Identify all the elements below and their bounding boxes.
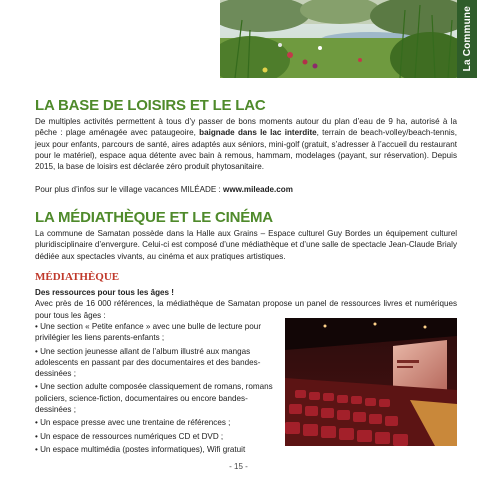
list-item: • Un espace de ressources numériques CD et DVD ; — [35, 431, 224, 441]
list-item: • Une section adulte composée classiquement de romans, romans policiers, science-fiction, documentaires ou encore bandes-dessinées ; — [35, 382, 273, 415]
section-title-lake: LA BASE DE LOISIRS ET LE LAC — [35, 97, 266, 114]
page-number: - 15 - — [229, 462, 248, 471]
lake-paragraph: De multiples activités permettent à tous d’y passer de bons moments autour du plan d’eau de 9 ha, autorisé à la pêche : plage aménagée avec pataugeoire, baignade dans le lac interdite, terrain de beach-volley/beach-tennis, jeux pour enfants, parcours de santé, aires adaptés aux séniors, mini-golf (gratuit, s’adresser à l’accueil du restaurant pour le matériel), espace aqua détente avec bain à remous, hammam, modelages (payant, sur réservation). Depuis 2015, la base de loisirs est déclarée zéro produit phytosanitaire. — [35, 117, 457, 172]
subtitle-mediatheque: MÉDIATHÈQUE — [35, 271, 120, 283]
section-tab — [457, 0, 477, 78]
resources-lead-title: Des ressources pour tous les âges ! — [35, 288, 174, 297]
list-item: • Un espace presse avec une trentaine de références ; — [35, 418, 231, 428]
mileade-info: Pour plus d’infos sur le village vacances MILÉADE : www.mileade.com — [35, 185, 293, 194]
resources-lead: Des ressources pour tous les âges ! Avec près de 16 000 références, la médiathèque de Samatan propose un panel de ressources livres et numériques pour tous les âges : — [35, 288, 457, 320]
resources-list — [35, 321, 277, 455]
cinema-photo — [285, 318, 457, 446]
section-title-mediatheque: LA MÉDIATHÈQUE ET LE CINÉMA — [35, 209, 273, 226]
section-tab-label: La Commune — [461, 6, 473, 72]
mileade-link[interactable]: www.mileade.com — [223, 185, 293, 194]
list-item: • Une section « Petite enfance » avec une bulle de lecture pour privilégier les liens parents-enfants ; — [35, 322, 262, 343]
mediatheque-intro: La commune de Samatan possède dans la Halle aux Grains – Espace culturel Guy Bordes un équipement culturel pluridisciplinaire d’envergure. Celui-ci est composé d’une médiathèque et d’une salle de spectacle Jean-Claude Brialy dédiée aux spectacles vivants, au cinéma et aux pratiques artistiques. — [35, 229, 457, 261]
list-item: • Une section jeunesse allant de l’album illustré aux mangas adolescents en passant par des documentaires et des bandes-dessinées ; — [35, 346, 261, 379]
list-item: • Un espace multimédia (postes informatiques), Wifi gratuit — [35, 444, 246, 454]
swim-warning: baignade dans le lac interdite — [199, 128, 317, 138]
garden-photo — [220, 0, 457, 78]
